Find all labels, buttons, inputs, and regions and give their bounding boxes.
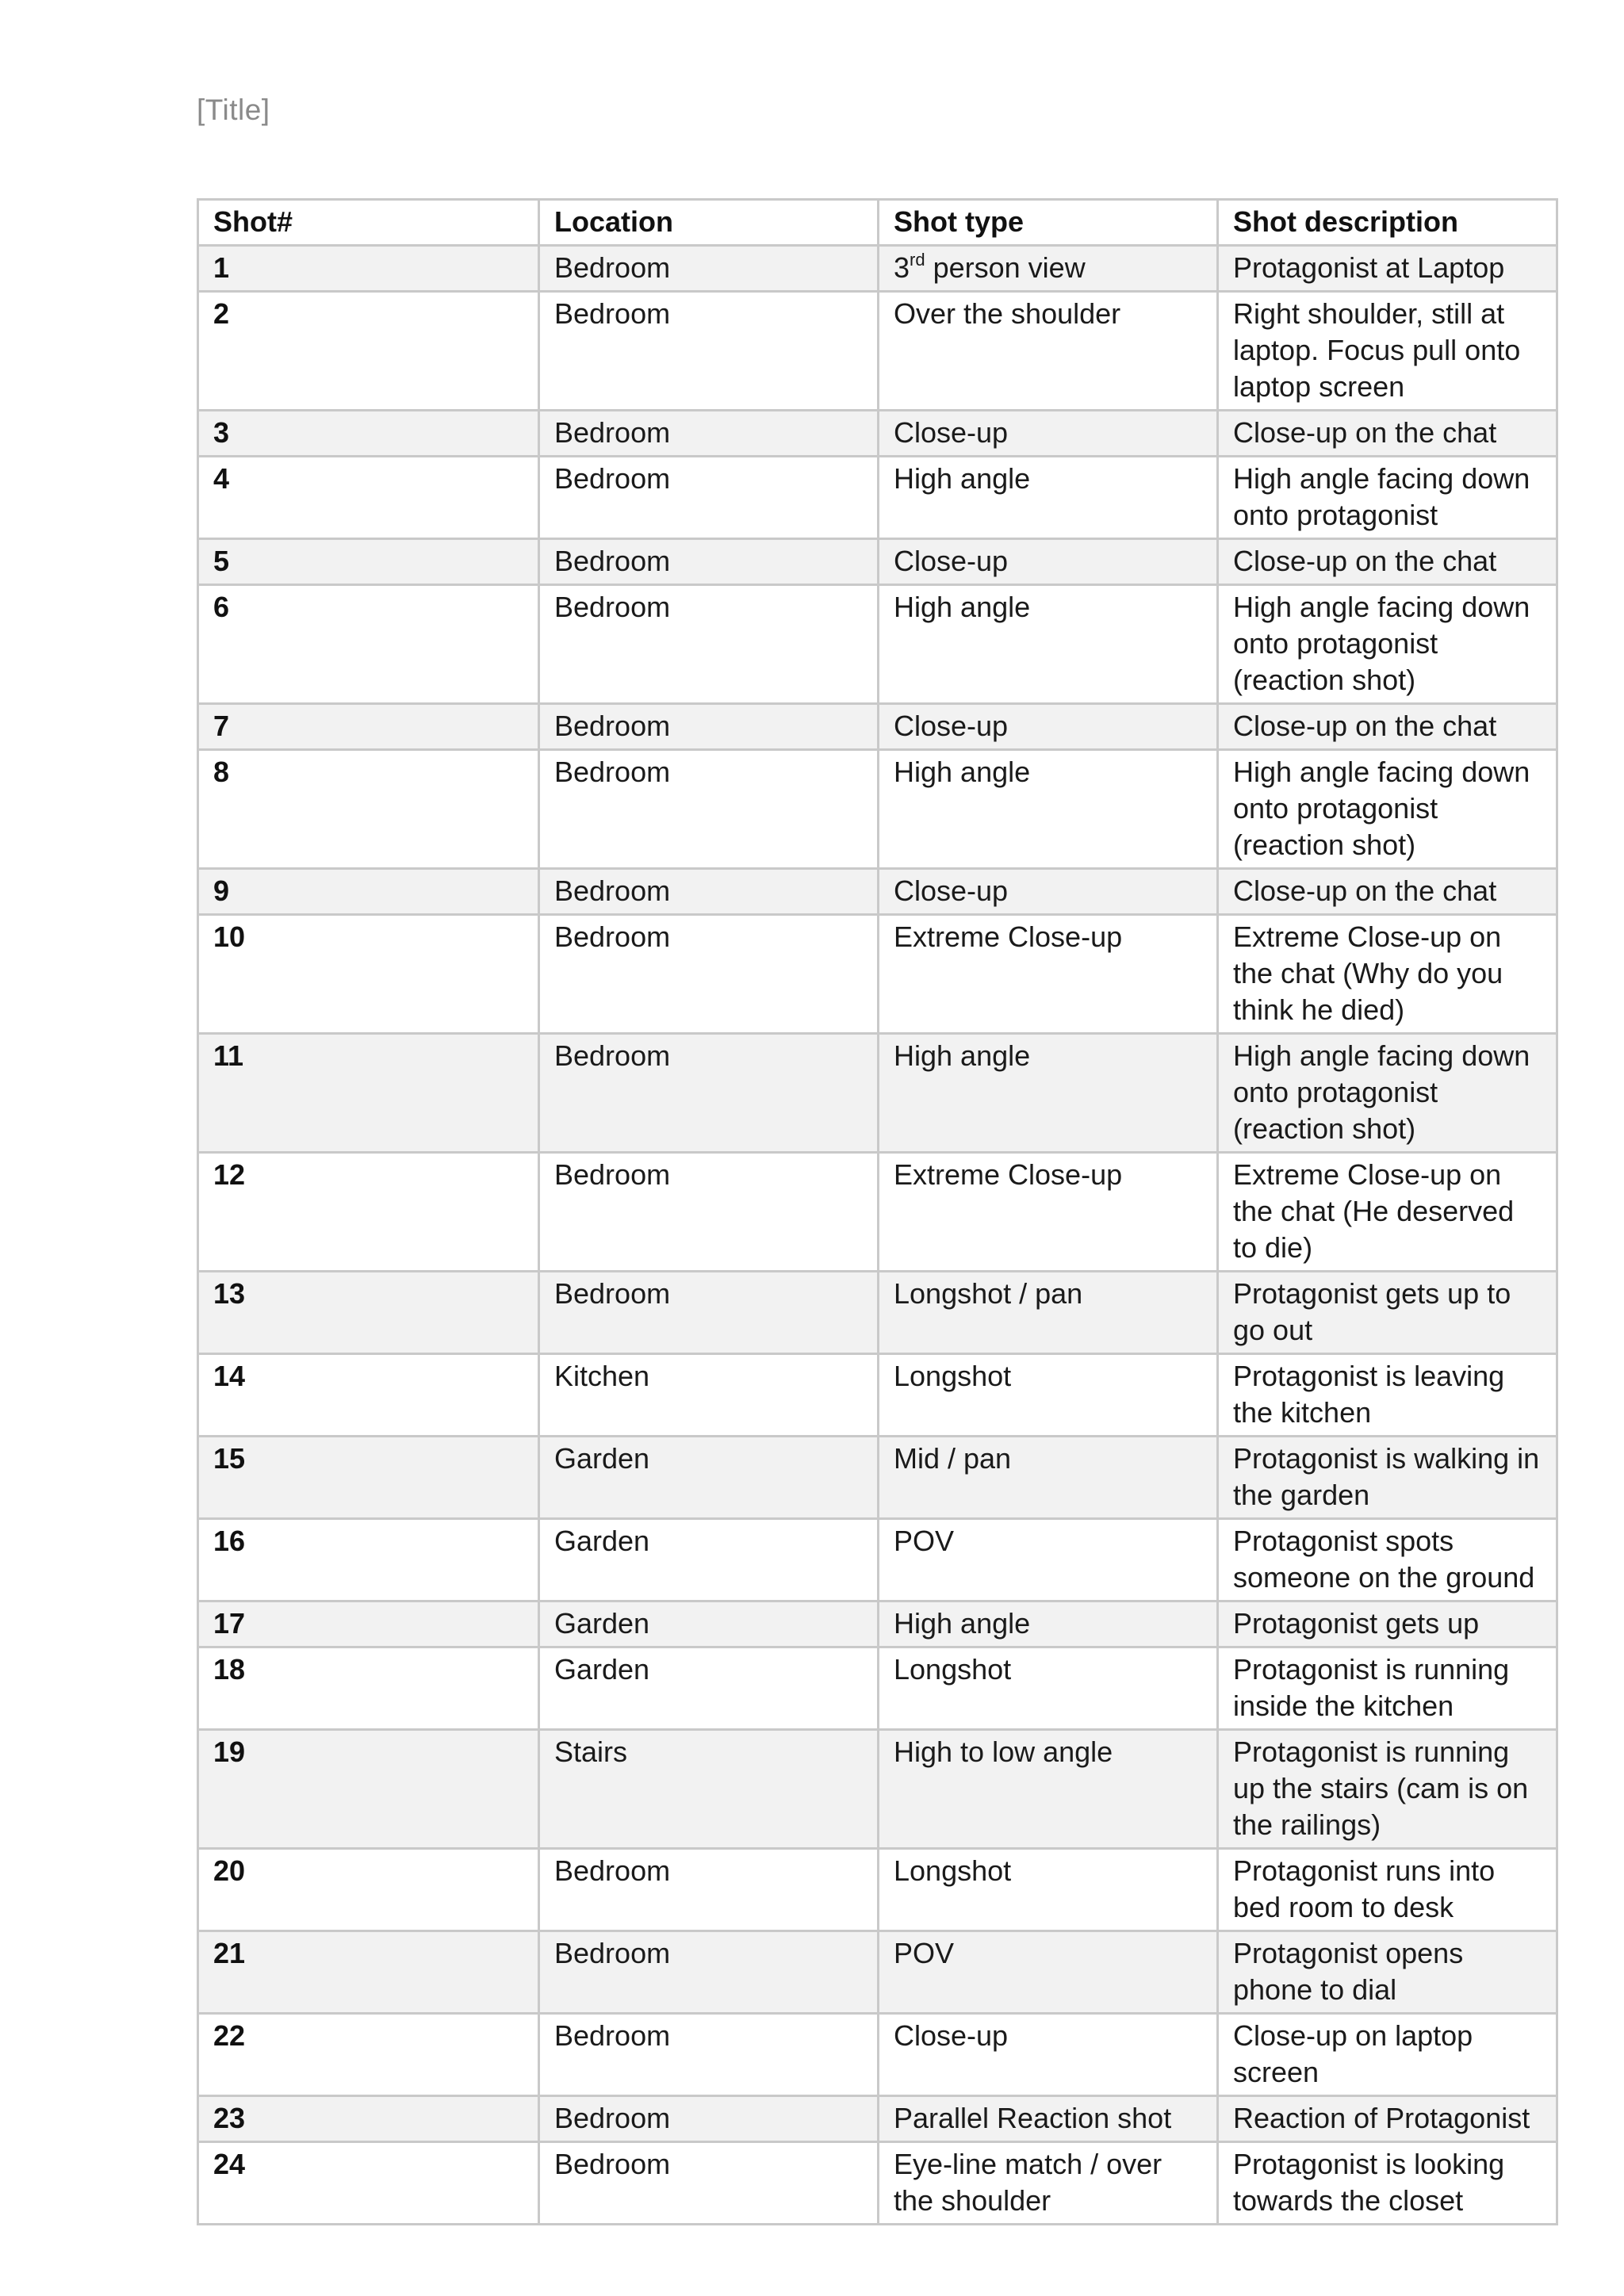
cell-shot-number: 19 [198, 1730, 539, 1849]
cell-shot-number: 13 [198, 1272, 539, 1354]
cell-location: Garden [539, 1437, 879, 1519]
cell-location: Bedroom [539, 915, 879, 1034]
header-row [198, 200, 1557, 246]
cell-shot-type: High to low angle [879, 1730, 1218, 1849]
cell-shot-type [879, 246, 1218, 292]
cell-shot-number: 23 [198, 2096, 539, 2142]
table-row [198, 1849, 1557, 1931]
cell-location: Bedroom [539, 750, 879, 869]
cell-shot-type: High angle [879, 585, 1218, 704]
cell-shot-description: Protagonist at Laptop [1218, 246, 1557, 292]
table-row [198, 539, 1557, 585]
cell-location: Bedroom [539, 1272, 879, 1354]
table-row [198, 1354, 1557, 1437]
table-row [198, 704, 1557, 750]
cell-shot-number: 16 [198, 1519, 539, 1601]
table-row [198, 915, 1557, 1034]
cell-shot-type: Close-up [879, 411, 1218, 457]
cell-shot-type: Close-up [879, 704, 1218, 750]
cell-shot-type: High angle [879, 457, 1218, 539]
cell-location: Garden [539, 1519, 879, 1601]
cell-shot-type: Eye-line match / over the shoulder [879, 2142, 1218, 2225]
cell-shot-number: 7 [198, 704, 539, 750]
cell-location: Stairs [539, 1730, 879, 1849]
cell-shot-type: Close-up [879, 539, 1218, 585]
table-row [198, 585, 1557, 704]
cell-shot-type: Extreme Close-up [879, 915, 1218, 1034]
cell-location: Garden [539, 1601, 879, 1647]
cell-location: Garden [539, 1647, 879, 1730]
table-row [198, 1437, 1557, 1519]
cell-shot-description: Extreme Close-up on the chat (Why do you think he died) [1218, 915, 1557, 1034]
cell-shot-description: Close-up on the chat [1218, 539, 1557, 585]
cell-shot-description: Protagonist runs into bed room to desk [1218, 1849, 1557, 1931]
cell-shot-number: 21 [198, 1931, 539, 2014]
table-row [198, 1272, 1557, 1354]
cell-shot-description: High angle facing down onto protagonist (reaction shot) [1218, 585, 1557, 704]
cell-shot-number: 24 [198, 2142, 539, 2225]
cell-shot-number: 9 [198, 869, 539, 915]
cell-shot-number: 3 [198, 411, 539, 457]
table-row [198, 246, 1557, 292]
cell-shot-description: Protagonist gets up to go out [1218, 1272, 1557, 1354]
cell-shot-description: Protagonist is running up the stairs (cam is on the railings) [1218, 1730, 1557, 1849]
cell-shot-type: High angle [879, 1034, 1218, 1153]
cell-shot-description: High angle facing down onto protagonist (reaction shot) [1218, 750, 1557, 869]
cell-shot-number: 1 [198, 246, 539, 292]
cell-location: Bedroom [539, 1153, 879, 1272]
table-body [198, 246, 1557, 2225]
table-row [198, 1730, 1557, 1849]
cell-shot-type: Longshot [879, 1647, 1218, 1730]
table-row [198, 1601, 1557, 1647]
table-row [198, 1153, 1557, 1272]
cell-location: Bedroom [539, 539, 879, 585]
table-row [198, 869, 1557, 915]
cell-shot-number: 4 [198, 457, 539, 539]
cell-shot-type: Parallel Reaction shot [879, 2096, 1218, 2142]
cell-shot-description: Protagonist spots someone on the ground [1218, 1519, 1557, 1601]
table-row [198, 411, 1557, 457]
cell-shot-number: 18 [198, 1647, 539, 1730]
document-title: [Title] [197, 94, 270, 126]
table-row [198, 2096, 1557, 2142]
shot-type-ordinal-suffix: rd [910, 250, 925, 270]
cell-shot-description: Protagonist gets up [1218, 1601, 1557, 1647]
cell-location: Bedroom [539, 2096, 879, 2142]
cell-location: Bedroom [539, 457, 879, 539]
header-location: Location [539, 200, 879, 246]
cell-location: Bedroom [539, 704, 879, 750]
table-header [198, 200, 1557, 246]
table-row [198, 457, 1557, 539]
cell-location: Bedroom [539, 585, 879, 704]
cell-shot-description: Close-up on the chat [1218, 704, 1557, 750]
table-row [198, 292, 1557, 411]
cell-shot-type: Longshot [879, 1354, 1218, 1437]
shot-list-table [197, 198, 1558, 2225]
cell-shot-type: POV [879, 1931, 1218, 2014]
cell-shot-description: Protagonist is leaving the kitchen [1218, 1354, 1557, 1437]
cell-location: Bedroom [539, 246, 879, 292]
cell-shot-type: High angle [879, 750, 1218, 869]
cell-location: Bedroom [539, 292, 879, 411]
cell-shot-number: 8 [198, 750, 539, 869]
table-row [198, 750, 1557, 869]
cell-shot-description: Reaction of Protagonist [1218, 2096, 1557, 2142]
cell-shot-number: 2 [198, 292, 539, 411]
cell-shot-description: Extreme Close-up on the chat (He deserved to die) [1218, 1153, 1557, 1272]
cell-shot-description: Protagonist is running inside the kitchen [1218, 1647, 1557, 1730]
cell-location: Bedroom [539, 869, 879, 915]
shot-type-number: 3 [894, 251, 910, 284]
cell-location: Bedroom [539, 2014, 879, 2096]
cell-shot-description: High angle facing down onto protagonist (reaction shot) [1218, 1034, 1557, 1153]
cell-shot-description: Close-up on laptop screen [1218, 2014, 1557, 2096]
shot-type-text: person view [925, 251, 1086, 284]
cell-shot-number: 10 [198, 915, 539, 1034]
cell-shot-number: 15 [198, 1437, 539, 1519]
cell-location: Bedroom [539, 1034, 879, 1153]
cell-shot-number: 11 [198, 1034, 539, 1153]
cell-shot-description: Close-up on the chat [1218, 411, 1557, 457]
cell-shot-type: High angle [879, 1601, 1218, 1647]
cell-shot-number: 20 [198, 1849, 539, 1931]
cell-shot-number: 14 [198, 1354, 539, 1437]
cell-shot-type: Over the shoulder [879, 292, 1218, 411]
cell-shot-description: Protagonist opens phone to dial [1218, 1931, 1557, 2014]
table-row [198, 1519, 1557, 1601]
cell-shot-type: Longshot [879, 1849, 1218, 1931]
header-shot-type: Shot type [879, 200, 1218, 246]
cell-shot-number: 12 [198, 1153, 539, 1272]
cell-shot-description: High angle facing down onto protagonist [1218, 457, 1557, 539]
cell-shot-type: Mid / pan [879, 1437, 1218, 1519]
cell-shot-description: Protagonist is looking towards the closet [1218, 2142, 1557, 2225]
cell-shot-type: Close-up [879, 2014, 1218, 2096]
cell-location: Kitchen [539, 1354, 879, 1437]
table-row [198, 1931, 1557, 2014]
cell-location: Bedroom [539, 411, 879, 457]
cell-shot-description: Protagonist is walking in the garden [1218, 1437, 1557, 1519]
cell-shot-number: 6 [198, 585, 539, 704]
table-row [198, 2142, 1557, 2225]
cell-shot-number: 17 [198, 1601, 539, 1647]
cell-shot-description: Right shoulder, still at laptop. Focus pull onto laptop screen [1218, 292, 1557, 411]
header-shot-description: Shot description [1218, 200, 1557, 246]
table-row [198, 1034, 1557, 1153]
cell-shot-type: Extreme Close-up [879, 1153, 1218, 1272]
cell-location: Bedroom [539, 1849, 879, 1931]
cell-shot-number: 22 [198, 2014, 539, 2096]
cell-location: Bedroom [539, 2142, 879, 2225]
cell-shot-type: Close-up [879, 869, 1218, 915]
table-row [198, 1647, 1557, 1730]
table-row [198, 2014, 1557, 2096]
header-shot-number: Shot# [198, 200, 539, 246]
cell-shot-type: Longshot / pan [879, 1272, 1218, 1354]
cell-shot-type: POV [879, 1519, 1218, 1601]
cell-location: Bedroom [539, 1931, 879, 2014]
cell-shot-description: Close-up on the chat [1218, 869, 1557, 915]
cell-shot-number: 5 [198, 539, 539, 585]
